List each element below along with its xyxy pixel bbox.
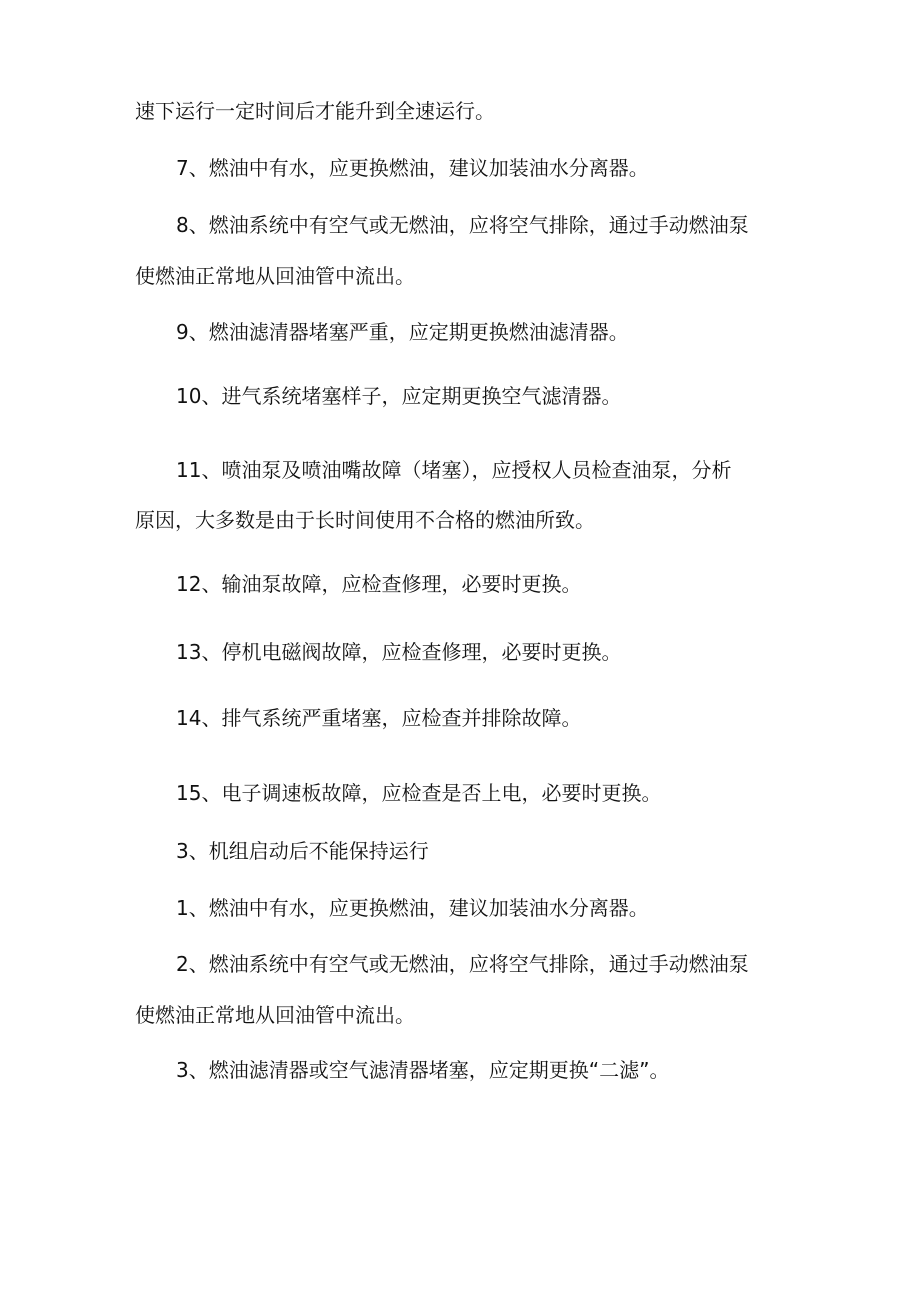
paragraph-line: 3、燃油滤清器或空气滤清器堵塞，应定期更换“二滤”。 [176, 1058, 670, 1082]
paragraph-line: 使燃油正常地从回油管中流出。 [135, 264, 415, 288]
paragraph-line: 15、电子调速板故障，应检查是否上电，必要时更换。 [176, 781, 662, 805]
paragraph-line: 1、燃油中有水，应更换燃油，建议加装油水分离器。 [176, 896, 649, 920]
paragraph-line: 速下运行一定时间后才能升到全速运行。 [135, 99, 495, 123]
paragraph-line: 原因，大多数是由于长时间使用不合格的燃油所致。 [135, 508, 595, 532]
section-heading: 3、机组启动后不能保持运行 [176, 839, 429, 863]
paragraph-line: 11、喷油泵及喷油嘴故障（堵塞），应授权人员检查油泵，分析 [176, 458, 732, 482]
paragraph-line: 10、进气系统堵塞样子，应定期更换空气滤清器。 [176, 384, 622, 408]
paragraph-line: 7、燃油中有水，应更换燃油，建议加装油水分离器。 [176, 156, 649, 180]
paragraph-line: 8、燃油系统中有空气或无燃油，应将空气排除，通过手动燃油泵 [176, 213, 749, 237]
paragraph-line: 9、燃油滤清器堵塞严重，应定期更换燃油滤清器。 [176, 320, 629, 344]
paragraph-line: 12、输油泵故障，应检查修理，必要时更换。 [176, 572, 582, 596]
paragraph-line: 使燃油正常地从回油管中流出。 [135, 1003, 415, 1027]
paragraph-line: 14、排气系统严重堵塞，应检查并排除故障。 [176, 706, 582, 730]
paragraph-line: 2、燃油系统中有空气或无燃油，应将空气排除，通过手动燃油泵 [176, 952, 749, 976]
paragraph-line: 13、停机电磁阀故障，应检查修理，必要时更换。 [176, 640, 622, 664]
